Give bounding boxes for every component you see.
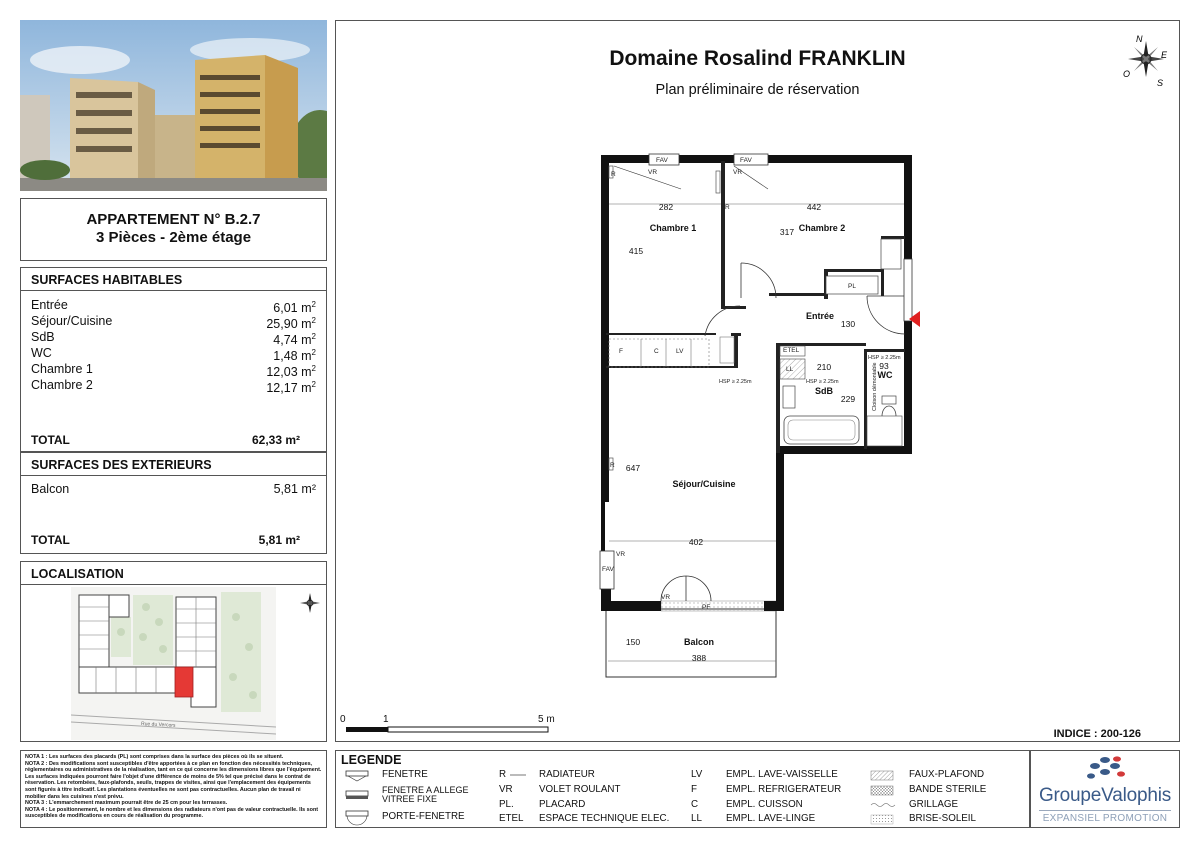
svg-text:282: 282: [658, 202, 674, 212]
legend-code: LL: [691, 813, 702, 824]
apartment-description: 3 Pièces - 2ème étage: [95, 229, 252, 246]
surface-row: [21, 377, 326, 393]
legend-code: R: [499, 769, 507, 780]
exterior-total-row: [31, 533, 316, 547]
legend-code: VR: [499, 784, 513, 795]
legend-cuisson: EMPL. CUISSON: [726, 799, 803, 810]
localisation-box: [20, 561, 327, 742]
svg-text:402: 402: [688, 537, 704, 547]
legend-code: ETEL: [499, 813, 524, 824]
svg-text:S: S: [1157, 78, 1164, 88]
svg-text:R: R: [610, 462, 615, 469]
legend-brise-soleil: BRISE-SOLEIL: [909, 813, 976, 824]
legend-box: [335, 750, 1030, 828]
room-surface: 12,17 $m^2$: [266, 380, 316, 395]
surface-row: [21, 313, 326, 329]
room-name: Balcon: [31, 482, 70, 496]
legend-lave-vaisselle: EMPL. LAVE-VAISSELLE: [726, 769, 838, 780]
company-logo: [1030, 750, 1180, 828]
svg-text:317: 317: [779, 227, 795, 237]
scale-bar: [346, 727, 548, 732]
svg-text:415: 415: [628, 246, 644, 256]
svg-text:F: F: [619, 348, 623, 355]
legend-code: LV: [691, 769, 703, 780]
room-surface: 5,81 m²: [273, 482, 316, 496]
surface-row: [21, 329, 326, 345]
legend-fenetre: FENETRE: [382, 769, 428, 780]
legend-faux-plafond: FAUX-PLAFOND: [909, 769, 985, 780]
room-surface: 25,90 $m^2$: [266, 316, 316, 331]
note-1: NOTA 1 : Les surfaces des placards (PL) sont comprises dans la surface des pièces où ils se situent.: [25, 754, 284, 760]
total-value: 62,33 m²: [251, 433, 300, 447]
total-value: 5,81 m²: [258, 533, 300, 547]
svg-text:647: 647: [625, 463, 641, 473]
svg-text:FAV: FAV: [656, 157, 668, 164]
svg-text:Cloison démontable: Cloison démontable: [872, 362, 878, 411]
legend-lave-linge: EMPL. LAVE-LINGE: [726, 813, 816, 824]
svg-text:229: 229: [840, 394, 856, 404]
svg-text:VR: VR: [616, 551, 626, 558]
surface-row: [21, 345, 326, 361]
surface-row: [21, 297, 326, 313]
svg-text:442: 442: [806, 202, 822, 212]
svg-text:HSP ≥ 2.25m: HSP ≥ 2.25m: [806, 379, 839, 385]
svg-text:E: E: [1161, 50, 1168, 60]
svg-text:388: 388: [691, 653, 707, 663]
legend-code: C: [691, 799, 699, 810]
room-label-entree: Entrée: [805, 311, 835, 321]
room-surface: 4,74 $m^2$: [273, 332, 316, 347]
room-label-sdb: SdB: [815, 386, 833, 396]
room-name: Chambre 2: [31, 378, 93, 392]
legend-radiateur: RADIATEUR: [539, 769, 595, 780]
legend-placard: PLACARD: [539, 799, 586, 810]
exterior-surfaces-table: [20, 452, 327, 554]
plan-index: INDICE : 200-126: [1053, 728, 1141, 740]
room-label-balcon: Balcon: [683, 637, 715, 647]
project-title: Domaine Rosalind FRANKLIN: [609, 47, 906, 70]
valophis-logo-icon: [1083, 755, 1127, 783]
total-label: TOTAL: [31, 433, 70, 447]
room-surface: 12,03 $m^2$: [266, 364, 316, 379]
svg-text:PL: PL: [848, 283, 856, 290]
localisation-title: LOCALISATION: [21, 562, 326, 585]
surface-row: [21, 361, 326, 377]
legend-porte-fenetre: PORTE-FENETRE: [382, 811, 465, 822]
legend-title: LEGENDE: [341, 753, 402, 767]
note-4: NOTA 4 : Le positionnement, le nombre et les dimensions des radiateurs n'ont pas de valeur contractuelle. Ils sont susceptibles de modifications en cours de réalisation du programme.: [25, 806, 319, 820]
habitable-surfaces-title: SURFACES HABITABLES: [21, 268, 326, 291]
legend-grillage: GRILLAGE: [909, 799, 959, 810]
surface-row: [21, 481, 326, 497]
svg-text:FAV: FAV: [602, 566, 614, 573]
room-name: Entrée: [31, 298, 68, 312]
room-label-sejour: Séjour/Cuisine: [672, 479, 736, 489]
svg-text:N: N: [1136, 34, 1143, 44]
svg-text:Rue du Vercors: Rue du Vercors: [140, 721, 176, 729]
habitable-total-row: [31, 433, 316, 447]
svg-text:R: R: [725, 204, 730, 211]
room-name: WC: [31, 346, 52, 360]
svg-text:93: 93: [879, 361, 889, 371]
legend-fenetre-allege: FENETRE A ALLEGE VITREE FIXE: [382, 785, 469, 804]
floor-plan-drawing: [336, 21, 1181, 743]
building-photo: [20, 20, 327, 191]
notes-box: [20, 750, 327, 828]
svg-text:HSP ≥ 2.25m: HSP ≥ 2.25m: [868, 355, 901, 361]
exterior-surfaces-title: SURFACES DES EXTERIEURS: [21, 453, 326, 476]
logo-tagline: EXPANSIEL PROMOTION: [1039, 810, 1171, 824]
room-surface: 1,48 $m^2$: [273, 348, 316, 363]
room-label-wc: WC: [877, 370, 893, 380]
svg-text:130: 130: [840, 319, 856, 329]
svg-text:C: C: [654, 348, 659, 355]
note-2: NOTA 2 : Des modifications sont susceptibles d'être apportées à ce plan en fonction des nécessités techniques, réglementaires ou administratives de la réalisation, tant en ce qui concerne les dimensions libres que l'équipement. Les surfaces indiquées pourront faire l'objet d'une différence de moins de 5% tel que précisé dans le contrat de réservation. Les retombées, faux-plafonds, seuils, trappes de visites, ainsi que l'emplacement des équipements sont figurés à titre indicatif. Les plantations éventuelles ne sont pas contractuelles. Aucun plan de travail ni mobilier dans les cuisines n'est prévu.: [25, 760, 322, 800]
svg-text:210: 210: [816, 362, 832, 372]
total-label: TOTAL: [31, 533, 70, 547]
apartment-location-highlight: [175, 667, 193, 697]
svg-text:ETEL: ETEL: [783, 347, 800, 354]
svg-text:VR: VR: [661, 594, 671, 601]
room-label-chambre-1: Chambre 1: [649, 223, 697, 233]
legend-volet-roulant: VOLET ROULANT: [539, 784, 621, 795]
apartment-number: APPARTEMENT N° B.2.7: [86, 211, 261, 228]
floor-plan-panel: Domaine Rosalind FRANKLIN Plan préliminaire de réservation N E S O Chambre 1 Chambre 2 Entrée SdB WC Séjour/Cuisine Balcon 282 415 442 317 130 210 229 93 647 402 150 388 FAV FAV VR VR R R R PL PF VR VR FAV F C LV ETEL LL HSP ≥ 2.25m HSP ≥ 2.25m HSP ≥ 2.25m Cloison démontable 0 1 5 m INDICE : 200-126: [335, 20, 1180, 742]
room-name: SdB: [31, 330, 55, 344]
legend-refrigerateur: EMPL. REFRIGERATEUR: [726, 784, 842, 795]
room-name: Chambre 1: [31, 362, 93, 376]
habitable-surfaces-table: [20, 267, 327, 452]
legend-espace-technique: ESPACE TECHNIQUE ELEC.: [539, 813, 670, 824]
plan-subtitle: Plan préliminaire de réservation: [655, 82, 860, 98]
svg-text:LL: LL: [786, 366, 794, 373]
note-3: NOTA 3 : L'emmarchement maximum pourrait être de 25 cm pour les terrasses.: [25, 800, 228, 807]
svg-text:150: 150: [625, 637, 641, 647]
room-surface: 6,01 $m^2$: [273, 300, 316, 315]
legend-bande-sterile: BANDE STERILE: [909, 784, 987, 795]
room-label-chambre-2: Chambre 2: [798, 223, 846, 233]
legend-code: F: [691, 784, 697, 795]
compass-rose-icon: [299, 592, 321, 614]
legend-code: PL.: [499, 799, 514, 810]
svg-text:HSP ≥ 2.25m: HSP ≥ 2.25m: [719, 379, 752, 385]
radiator-symbol: [510, 774, 526, 776]
logo-wordmark: GroupeValophis: [1038, 785, 1172, 806]
svg-text:PF: PF: [702, 604, 711, 611]
site-plan-map: [71, 587, 276, 740]
svg-text:R: R: [611, 171, 616, 178]
legend-pattern-swatches: [869, 769, 897, 827]
apartment-title-box: [20, 198, 327, 261]
legend-window-symbols: [344, 769, 374, 827]
svg-text:LV: LV: [676, 348, 684, 355]
svg-text:FAV: FAV: [740, 157, 752, 164]
svg-text:VR: VR: [648, 169, 658, 176]
svg-text:VR: VR: [733, 169, 743, 176]
room-name: Séjour/Cuisine: [31, 314, 113, 328]
svg-text:O: O: [1123, 69, 1131, 79]
